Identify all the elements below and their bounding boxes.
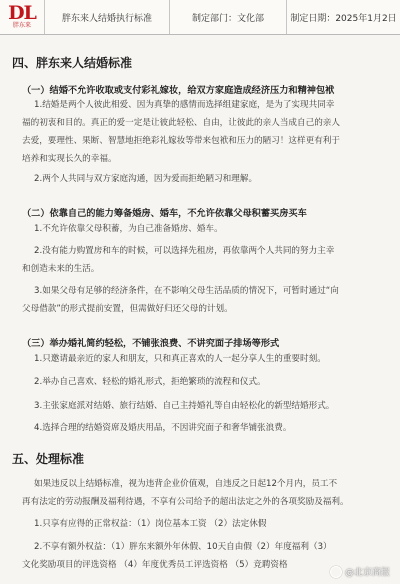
paragraph-line: 2.没有能力购置房和车的时候，可以选择先租房，再依靠两个人共同的努力主幸 bbox=[34, 246, 335, 256]
section-5-heading: 五、处理标准 bbox=[12, 452, 85, 466]
watermark-logo-icon bbox=[330, 566, 342, 578]
subsection-3-heading: （三）举办婚礼简约轻松，不铺张浪费、不讲究面子排场等形式 bbox=[22, 338, 280, 349]
paragraph-line: 2.两个人共同与双方家庭沟通，因为爱而拒绝陋习和理解。 bbox=[34, 174, 258, 184]
paragraph-line: 父母借款”的形式提前安置，但需做好归还父母的计划。 bbox=[22, 304, 233, 314]
paragraph-line: 如果违反以上结婚标准，视为违背企业价值观，自违反之日起12个月内，员工不 bbox=[34, 479, 338, 489]
document-title: 胖东来人结婚执行标准 bbox=[45, 0, 170, 34]
paragraph-line: 3.如果父母有足够的经济条件，在不影响父母生活品质的情况下，可暂时通过“向 bbox=[34, 286, 339, 296]
watermark-text: @北京商报 bbox=[344, 568, 390, 578]
paragraph-line: 培养和实现长久的幸福。 bbox=[22, 154, 117, 164]
paragraph-line: 4.选择合理的结婚资席及婚庆用品，不因讲究面子和奢华铺张浪费。 bbox=[34, 423, 292, 433]
logo-mark: DL bbox=[8, 2, 36, 24]
paragraph-line: 2.举办自己喜欢、轻松的婚礼形式，拒绝繁琐的流程和仪式。 bbox=[34, 377, 266, 387]
subsection-1-heading: （一）结婚不允许收取或支付彩礼嫁妆，给双方家庭造成经济压力和精神包袱 bbox=[22, 85, 335, 96]
source-watermark bbox=[330, 565, 390, 578]
paragraph-line: 3.主张家庭派对结婚、旅行结婚、自己主持婚礼等自由轻松化的新型结婚形式。 bbox=[34, 401, 335, 411]
paragraph-line: 和创造未来的生活。 bbox=[22, 264, 100, 274]
company-logo bbox=[0, 0, 45, 34]
department-label: 制定部门：文化部 bbox=[170, 0, 287, 34]
document-header bbox=[0, 0, 400, 35]
paragraph-line: 1.不允许依靠父母积蓄，为自己准备婚房、婚车。 bbox=[34, 224, 223, 234]
section-4-heading: 四、胖东来人结婚标准 bbox=[12, 56, 133, 70]
paragraph-line: 1.结婚是两个人彼此相爱、因为真挚的感情而选择组建家庭，是为了实现共同幸 bbox=[34, 100, 335, 110]
date-label: 制定日期：2025年1月2日 bbox=[290, 13, 397, 24]
paragraph-line: 2.不享有额外权益：（1）胖东来额外年休假、10天自由假（2）年度福利（3） bbox=[34, 542, 332, 552]
subsection-2-heading: （二）依靠自己的能力筹备婚房、婚车，不允许依靠父母积蓄买房买车 bbox=[22, 208, 307, 219]
logo-subtitle: 胖东来 bbox=[12, 22, 31, 29]
paragraph-line: 文化奖励项目的评选资格 （4）年度优秀员工评选资格 （5）竞聘资格 bbox=[22, 560, 288, 570]
paragraph-line: 再有法定的劳动报酬及福利待遇，不享有公司给予的超出法定之外的各项奖励及福利。 bbox=[22, 497, 349, 507]
paragraph-line: 去爱，要理性、果断、智慧地拒绝彩礼嫁妆等带来包袱和压力的陋习！这样更有利于 bbox=[22, 136, 340, 146]
paragraph-line: 1.只享有应得的正常权益：（1）岗位基本工资 （2）法定休假 bbox=[34, 519, 267, 529]
paragraph-line: 福的初衷和目的。真正的爱一定是让彼此轻松、自由，让彼此的亲人当成自己的亲人 bbox=[22, 118, 340, 128]
paragraph-line: 1.只邀请最亲近的家人和朋友，只和真正喜欢的人一起分享人生的重要时刻。 bbox=[34, 354, 326, 364]
